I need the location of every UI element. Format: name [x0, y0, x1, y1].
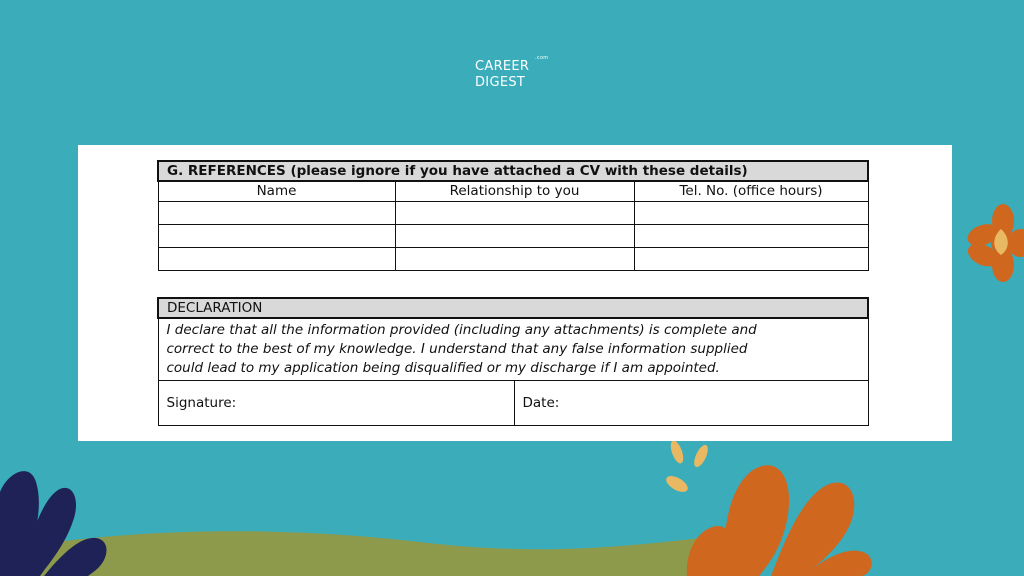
reference-row	[158, 202, 868, 225]
logo-line-2: DIGEST	[475, 75, 526, 90]
career-digest-logo	[475, 55, 549, 91]
reference-relationship-cell[interactable]	[395, 248, 634, 271]
declaration-title: DECLARATION	[158, 298, 868, 318]
signature-label: Signature:	[166, 395, 237, 411]
reference-row	[158, 248, 868, 271]
reference-tel-cell[interactable]	[634, 248, 868, 271]
declaration-line-1: I declare that all the information provided (including any attachments) is complete and	[166, 322, 757, 338]
navy-leaf-decoration	[0, 462, 110, 576]
reference-relationship-cell[interactable]	[395, 202, 634, 225]
references-table	[157, 160, 869, 271]
form-paper	[78, 145, 952, 441]
reference-name-cell[interactable]	[158, 202, 395, 225]
orange-plant-decoration	[655, 440, 875, 576]
signature-field[interactable]	[158, 381, 514, 426]
declaration-text	[158, 318, 868, 381]
column-header-tel: Tel. No. (office hours)	[634, 181, 868, 202]
declaration-line-2: correct to the best of my knowledge. I understand that any false information supplied	[166, 341, 748, 357]
reference-row	[158, 225, 868, 248]
date-field[interactable]	[514, 381, 868, 426]
declaration-line-3: could lead to my application being disqualified or my discharge if I am appointed.	[166, 360, 720, 376]
date-label: Date:	[522, 395, 560, 411]
column-header-name: Name	[158, 181, 395, 202]
references-title: G. REFERENCES (please ignore if you have attached a CV with these details)	[158, 161, 868, 181]
reference-name-cell[interactable]	[158, 248, 395, 271]
reference-tel-cell[interactable]	[634, 202, 868, 225]
reference-name-cell[interactable]	[158, 225, 395, 248]
logo-line-1: CAREER	[475, 59, 530, 74]
reference-relationship-cell[interactable]	[395, 225, 634, 248]
column-header-relationship: Relationship to you	[395, 181, 634, 202]
declaration-table	[157, 297, 869, 426]
logo-suffix: .com	[535, 55, 549, 61]
flower-decoration	[966, 200, 1024, 285]
reference-tel-cell[interactable]	[634, 225, 868, 248]
